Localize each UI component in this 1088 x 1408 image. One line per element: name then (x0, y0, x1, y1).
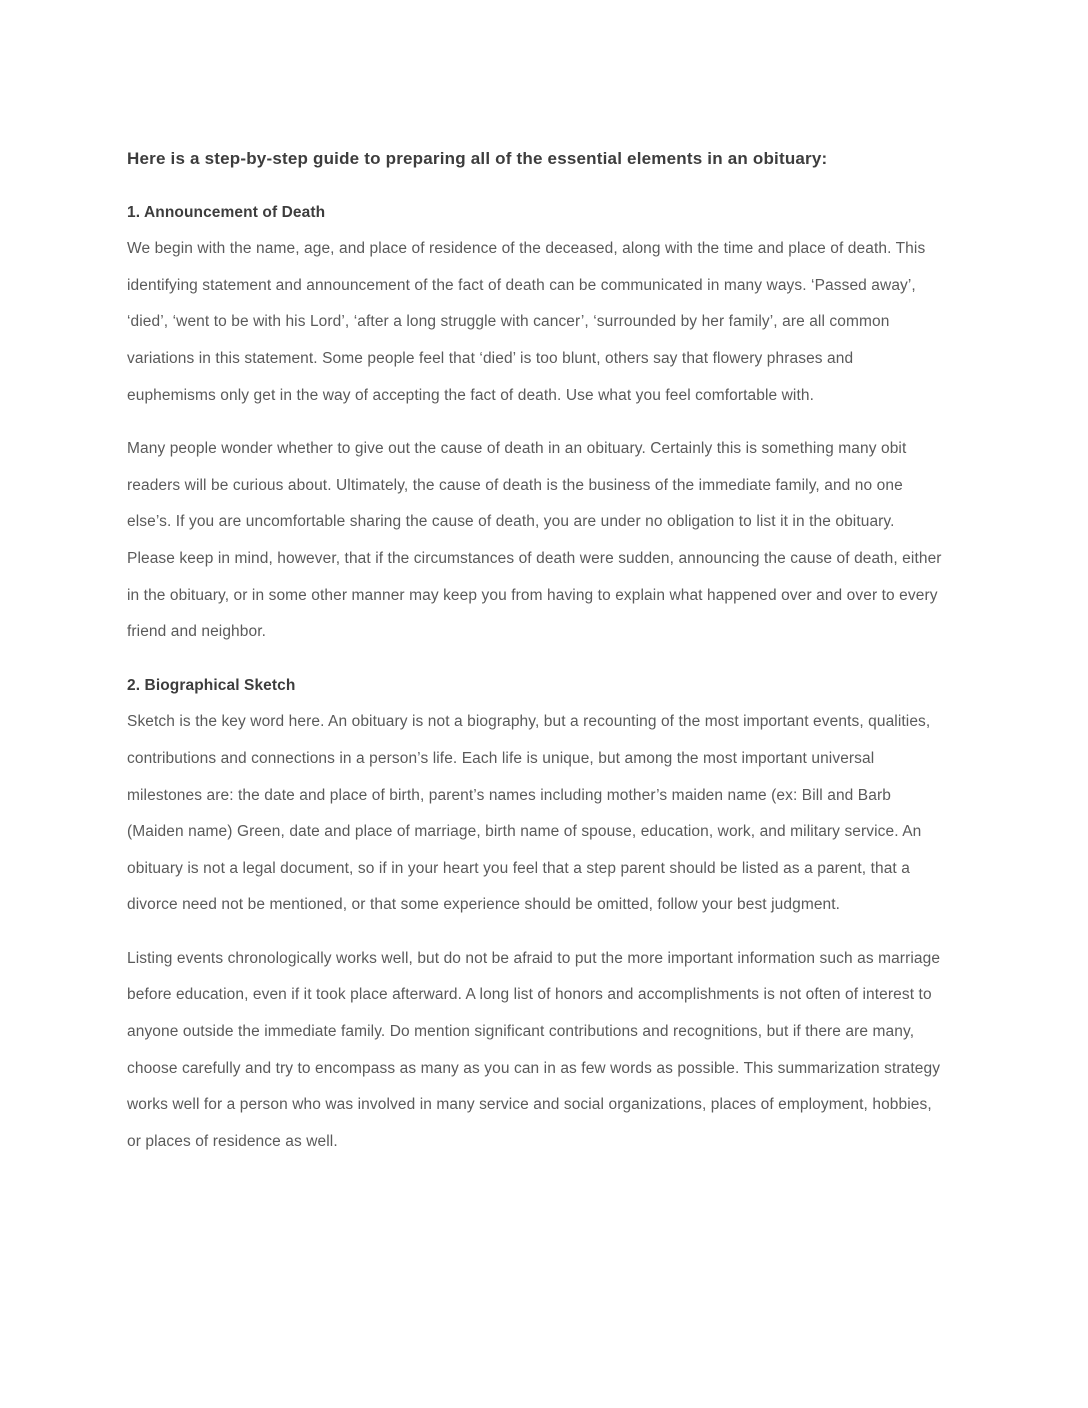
text-line: anyone outside the immediate family. Do mention significant contributions and recognitions, but if there are many, (127, 1023, 915, 1041)
paragraph (127, 941, 967, 1161)
text-line: euphemisms only get in the way of accepting the fact of death. Use what you feel comfortable with. (127, 386, 815, 404)
text-line: Please keep in mind, however, that if the circumstances of death were sudden, announcing the cause of death, either (127, 549, 942, 567)
text-line: Listing events chronologically works well, but do not be afraid to put the more important information such as marriage (127, 949, 941, 967)
text-line: friend and neighbor. (127, 623, 267, 641)
text-line: identifying statement and announcement of the fact of death can be communicated in many ways. ‘Passed away’, (127, 276, 916, 294)
text-line: ‘died’, ‘went to be with his Lord’, ‘after a long struggle with cancer’, ‘surrounded by her family’, are all common (127, 313, 890, 331)
text-line: Sketch is the key word here. An obituary is not a biography, but a recounting of the most important events, qualities, (127, 713, 931, 731)
text-line: milestones are: the date and place of birth, parent’s names including mother’s maiden name (ex: Bill and Barb (127, 786, 891, 804)
text-line: 1. Announcement of Death (127, 203, 326, 221)
document-title (127, 141, 967, 178)
text-line: choose carefully and try to encompass as many as you can in as few words as possible. This summarization strategy (127, 1059, 941, 1077)
text-line: or places of residence as well. (127, 1132, 338, 1150)
text-line: variations in this statement. Some people feel that ‘died’ is too blunt, others say that flowery phrases and (127, 349, 854, 367)
text-line: (Maiden name) Green, date and place of marriage, birth name of spouse, education, work, and military service. An (127, 823, 922, 841)
paragraph (127, 231, 967, 414)
text-line: 2. Biographical Sketch (127, 676, 296, 694)
text-line: in the obituary, or in some other manner may keep you from having to explain what happened over and over to every (127, 586, 938, 604)
section-heading (127, 195, 967, 232)
paragraph (127, 431, 967, 651)
text-line: Here is a step-by-step guide to preparing all of the essential elements in an obituary: (127, 149, 828, 168)
paragraph (127, 704, 967, 924)
text-line: before education, even if it took place afterward. A long list of honors and accomplishments is not often of interest to (127, 986, 932, 1004)
text-line: else’s. If you are uncomfortable sharing the cause of death, you are under no obligation to list it in the obituary. (127, 513, 895, 531)
text-line: contributions and connections in a person’s life. Each life is unique, but among the most important universal (127, 749, 875, 767)
text-line: We begin with the name, age, and place of residence of the deceased, along with the time and place of death. This (127, 240, 926, 258)
section-heading (127, 668, 967, 705)
text-line: readers will be curious about. Ultimately, the cause of death is the business of the immediate family, and no one (127, 476, 903, 494)
text-line: divorce need not be mentioned, or that some experience should be omitted, follow your best judgment. (127, 896, 841, 914)
text-line: Many people wonder whether to give out the cause of death in an obituary. Certainly this is something many obit (127, 440, 907, 458)
text-line: obituary is not a legal document, so if in your heart you feel that a step parent should be listed as a parent, that a (127, 859, 910, 877)
text-line: works well for a person who was involved in many service and social organizations, places of employment, hobbies, (127, 1096, 932, 1114)
document-content (127, 141, 967, 1160)
